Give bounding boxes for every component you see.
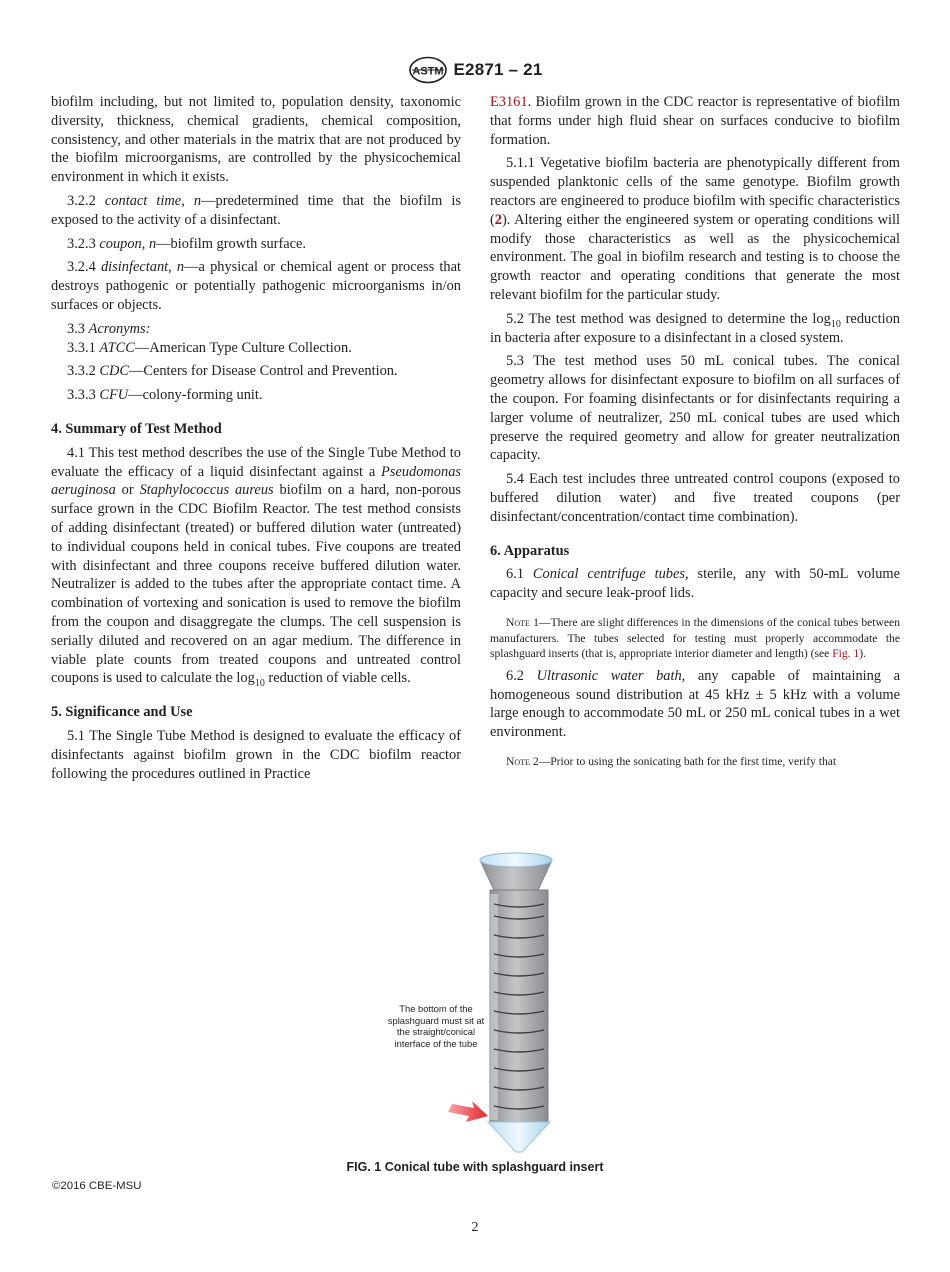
paragraph-5-3: 5.3 The test method uses 50 mL conical tubes. The conical geometry allows for disinfectant exposure to biofilm on all surfaces of the coupon. For foaming disinfectants or for disinfectants requiring a larger volume of neutralizer, 250 mL conical tubes are used which preserve the required geometry and allow for greater neutralization capacity. <box>490 353 900 464</box>
tube-conical-tip <box>488 1122 550 1152</box>
svg-text:ASTM: ASTM <box>411 65 444 78</box>
paragraph-5-2: 5.2 The test method was designed to determine the $\log_{10}$ reduction in bacteria after exposure to a disinfectant in a closed system. <box>490 310 900 346</box>
arrow-icon <box>448 1101 488 1122</box>
figure-annotation: The bottom of the splashguard must sit at the straight/conical interface of the tube <box>387 1003 485 1049</box>
definition-coupon: 3.2.3 coupon, n—biofilm growth surface. <box>67 235 307 252</box>
acronym-cfu: 3.3.3 CFU—colony-forming unit. <box>67 387 263 404</box>
right-column <box>490 93 900 769</box>
astm-logo-icon <box>408 56 448 84</box>
note-1: Note 1—There are slight differences in the dimensions of the conical tubes between manufacturers. The tubes selected for testing must properly accommodate the splashguard inserts (that is, appropriate interior diameter and length) (see Fig. 1). <box>490 615 900 661</box>
paragraph-5-1: 5.1 The Single Tube Method is designed to evaluate the efficacy of disinfectants against biofilm grown in the CDC biofilm reactor following the procedures outlined in Practice <box>51 727 461 782</box>
paragraph-6-2: 6.2 Ultrasonic water bath, any capable of maintaining a homogeneous sound distribution at 45 kHz ± 5 kHz with a volume large enough to accommodate 50 mL or 250 mL conical tubes in a wet environment. <box>490 667 900 741</box>
heading-apparatus: 6. Apparatus <box>490 542 570 559</box>
definition-disinfectant: 3.2.4 disinfectant, n—a physical or chemical agent or process that destroys pathogenic or potentially pathogenic microorganisms in/on surfaces or objects. <box>51 259 461 313</box>
heading-significance: 5. Significance and Use <box>51 704 193 721</box>
note-2: Note 2—Prior to using the sonicating bath for the first time, verify that <box>506 754 837 768</box>
paragraph-5-1-cont: E3161. Biofilm grown in the CDC reactor is representative of biofilm that forms under high fluid shear on surfaces conducive to biofilm formation. <box>490 94 900 148</box>
splashguard-body <box>490 890 548 1122</box>
paragraph-intro: biofilm including, but not limited to, population density, taxonomic diversity, thickness, chemical gradients, chemical composition, consistency, and other materials in the matrix that are not produced by the biofilm microorganisms, are controlled by the physicochemical environment in which it exists. <box>51 94 461 186</box>
figure-caption: FIG. 1 Conical tube with splashguard insert <box>346 1160 604 1174</box>
page-number: 2 <box>471 1220 479 1235</box>
paragraph-4-1: 4.1 This test method describes the use of the Single Tube Method to evaluate the efficacy of a liquid disinfectant against a Pseudomonas aeruginosa or Staphylococcus aureus biofilm on a hard, non-porous surface grown in the CDC Biofilm Reactor. The test method consists of adding disinfectant (treated) or buffered dilution water (untreated) to individual coupons held in conical tubes. Five coupons are treated with disinfectant and three coupons receive buffered dilution water. Neutralizer is added to the tubes after the appropriate contact time. A combination of vortexing and sonication is used to remove the biofilm from the coupon and disaggregate the clumps. The cell suspension is serially diluted and recovered on an agar medium. The difference in viable plate counts from treated coupons and untreated control coupons is used to calculate the $\log_{10}$ reduction of viable cells. <box>51 444 462 690</box>
page-header <box>0 55 950 85</box>
left-column <box>51 93 461 783</box>
tube-opening <box>480 853 552 867</box>
heading-summary: 4. Summary of Test Method <box>51 420 222 437</box>
section-acronyms: 3.3 Acronyms: <box>67 320 151 337</box>
document-number: E2871 – 21 <box>453 60 543 79</box>
fig-1-link[interactable]: Fig. 1 <box>832 647 860 661</box>
paragraph-6-1: 6.1 Conical centrifuge tubes, sterile, any with 50-mL volume capacity and secure leak-proof lids. <box>490 566 900 602</box>
paragraph-5-1-1: 5.1.1 Vegetative biofilm bacteria are phenotypically different from suspended planktonic cells of the same genotype. Biofilm growth reactors are engineered to produce biofilm with specific characteristics (2). Altering either the engineered system or operating conditions will modify those characteristics as well as the physicochemical environment. The goal in biofilm research and testing is to choose the growth reactor and operating conditions that generate the most relevant biofilm for the particular study. <box>490 155 900 303</box>
definition-contact-time: 3.2.2 contact time, n—predetermined time that the biofilm is exposed to the activity of a disinfectant. <box>51 192 461 228</box>
acronym-cdc: 3.3.2 CDC—Centers for Disease Control and Prevention. <box>67 363 398 380</box>
paragraph-5-4: 5.4 Each test includes three untreated control coupons (exposed to buffered dilution water) and five treated coupons (per disinfectant/concentration/contact time combination). <box>490 471 900 525</box>
copyright: ©2016 CBE-MSU <box>52 1180 142 1192</box>
reference-2-link[interactable]: 2 <box>494 211 502 228</box>
practice-e3161-link[interactable]: E3161 <box>490 94 528 110</box>
acronym-atcc: 3.3.1 ATCC—American Type Culture Collection. <box>67 339 352 356</box>
